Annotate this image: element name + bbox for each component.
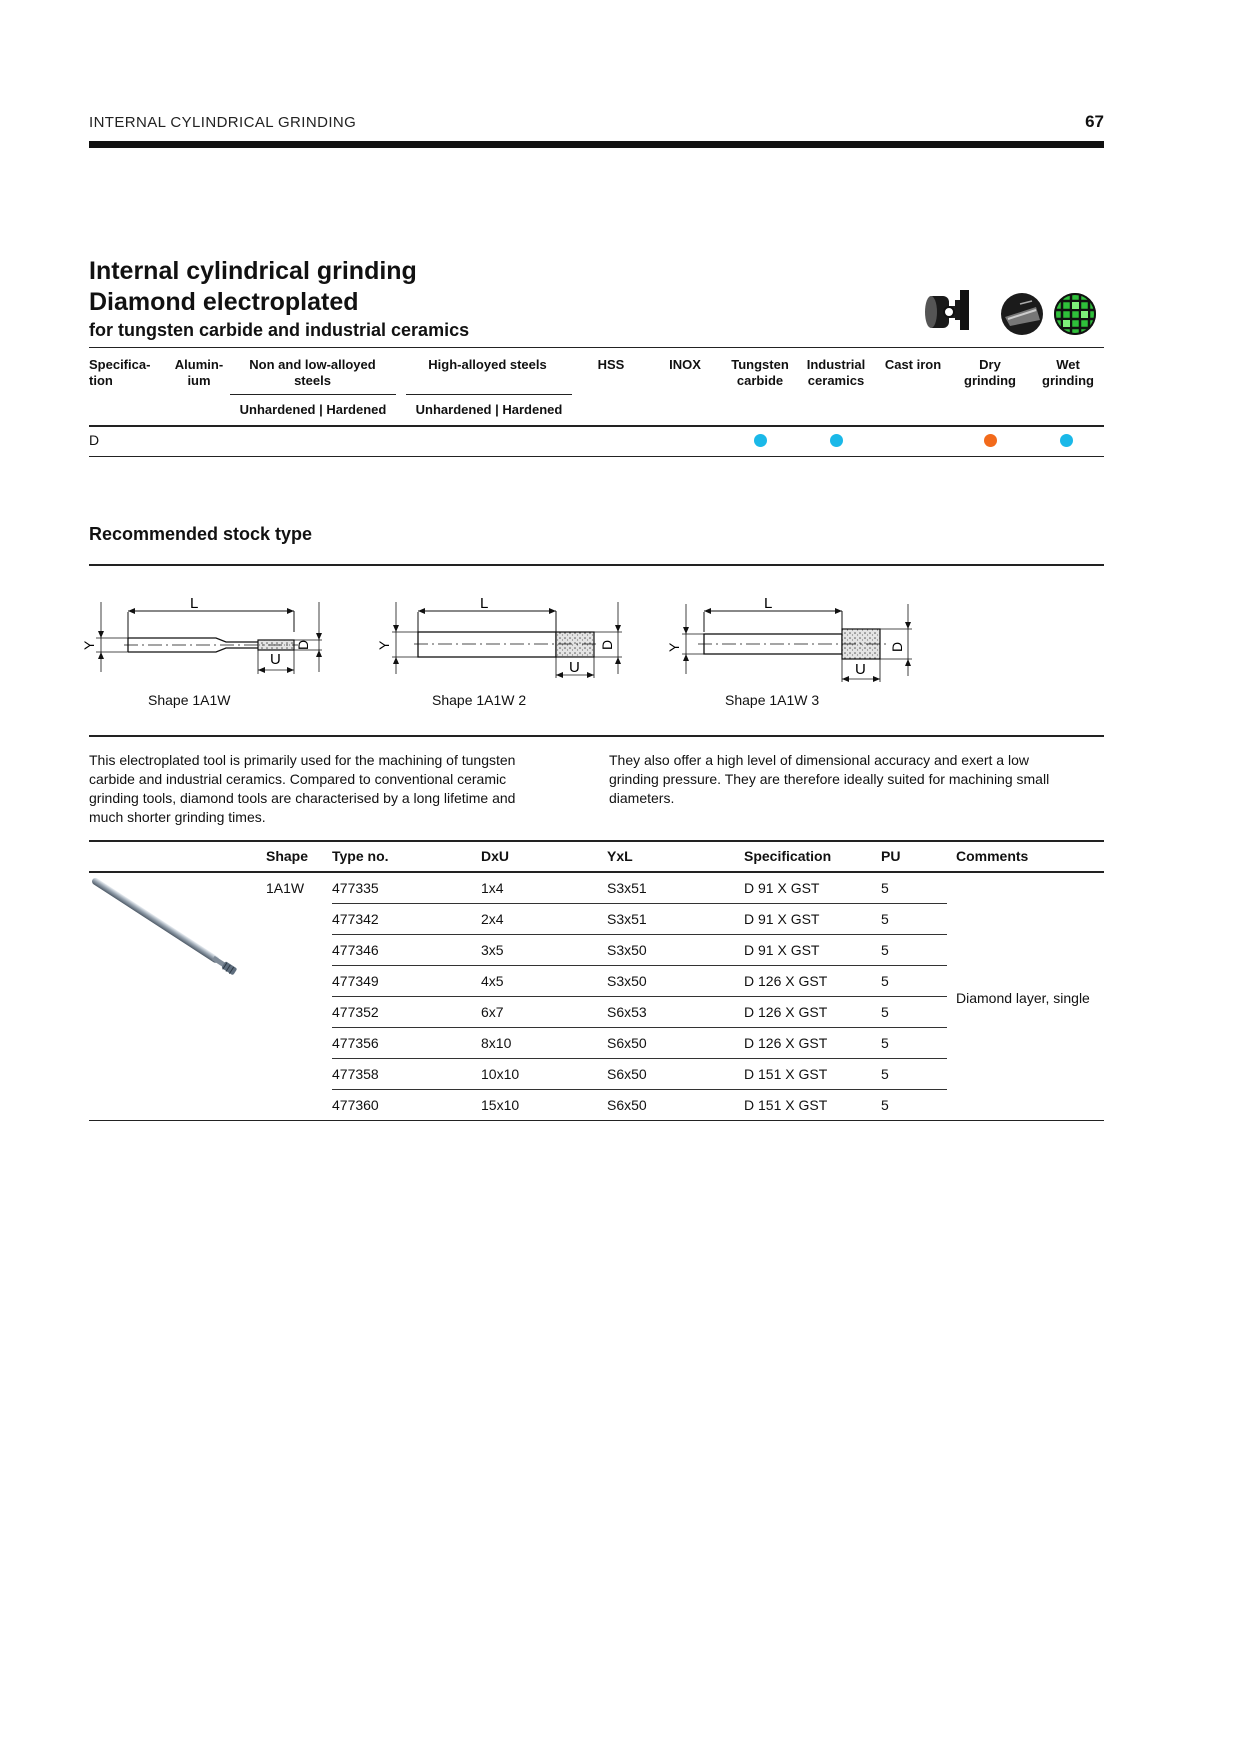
row-divider: [332, 965, 947, 966]
cell-pu: 5: [881, 973, 889, 989]
label-l: L: [190, 595, 199, 612]
cell-spec: D 151 X GST: [744, 1066, 828, 1082]
cell-dxu: 3x5: [481, 942, 504, 958]
product-table-bottom-rule: [89, 1120, 1104, 1121]
header-dry-grinding: Dry grinding: [964, 357, 1016, 388]
svg-text:L: L: [764, 595, 773, 612]
wet-grinding-icon: [1053, 292, 1097, 336]
material-table-mid-rule: [89, 425, 1104, 427]
internal-grinding-tool-icon: [922, 286, 972, 336]
row-divider: [332, 1058, 947, 1059]
cell-spec: D 91 X GST: [744, 880, 820, 896]
label-d: D: [295, 639, 311, 650]
cell-yxl: S3x50: [607, 942, 647, 958]
shape-caption-2: Shape 1A1W 2: [432, 692, 527, 708]
product-table-top-rule: [89, 840, 1104, 842]
cell-pu: 5: [881, 1066, 889, 1082]
svg-text:L: L: [480, 595, 489, 612]
header-non-alloyed-steels: Non and low-alloyed steels: [249, 357, 376, 388]
cell-dxu: 8x10: [481, 1035, 512, 1051]
subheader-high-alloyed: Unhardened | Hardened: [415, 402, 563, 417]
cell-yxl: S6x50: [607, 1097, 647, 1113]
th-pu: PU: [881, 848, 901, 864]
shape-1a1w-diagram: [81, 592, 336, 684]
cell-type-no: 477352: [332, 1004, 379, 1020]
cell-type-no: 477349: [332, 973, 379, 989]
cell-pu: 5: [881, 942, 889, 958]
svg-text:D: D: [889, 641, 905, 652]
row-spec-d: D: [89, 432, 100, 448]
th-comments: Comments: [956, 848, 1029, 864]
running-header: INTERNAL CYLINDRICAL GRINDING: [89, 114, 357, 131]
description-left: This electroplated tool is primarily used for the machining of tungsten carbide and industrial ceramics. Compared to conventional ceramic grinding tools, diamond tools are characterised by a long lifetime and much shorter grinding times.: [89, 752, 516, 825]
header-tungsten-carbide: Tungsten carbide: [731, 357, 789, 388]
th-yxl: YxL: [607, 848, 633, 864]
shape-caption-1: Shape 1A1W: [148, 692, 231, 708]
label-u: U: [270, 651, 281, 668]
cell-type-no: 477335: [332, 880, 379, 896]
suitability-dot-dry: [984, 434, 997, 447]
section-title: Recommended stock type: [89, 524, 313, 544]
cell-yxl: S3x50: [607, 973, 647, 989]
cell-yxl: S6x53: [607, 1004, 647, 1020]
header-inox: INOX: [669, 357, 701, 372]
page-number: 67: [1085, 112, 1104, 131]
header-wet-grinding: Wet grinding: [1042, 357, 1094, 388]
page-title-line2: Diamond electroplated: [89, 288, 359, 316]
shape-caption-3: Shape 1A1W 3: [725, 692, 820, 708]
cell-dxu: 6x7: [481, 1004, 504, 1020]
cell-spec: D 91 X GST: [744, 942, 820, 958]
header-specification: Specifica- tion: [89, 357, 151, 388]
cell-dxu: 1x4: [481, 880, 504, 896]
cell-type-no: 477356: [332, 1035, 379, 1051]
th-shape: Shape: [266, 848, 309, 864]
cell-spec: D 151 X GST: [744, 1097, 828, 1113]
shapes-bottom-rule: [89, 735, 1104, 737]
cell-type-no: 477342: [332, 911, 379, 927]
row-divider: [332, 934, 947, 935]
shape-value: 1A1W: [266, 880, 305, 896]
cell-pu: 5: [881, 1004, 889, 1020]
shape-1a1w3-diagram: [664, 592, 934, 684]
cell-pu: 5: [881, 1097, 889, 1113]
cell-yxl: S3x51: [607, 911, 647, 927]
svg-text:Y: Y: [666, 642, 682, 652]
header-hss: HSS: [597, 357, 625, 372]
header-rule: [89, 141, 1104, 148]
suitability-dot-ceramics: [830, 434, 843, 447]
page-subtitle: for tungsten carbide and industrial ceramics: [89, 320, 470, 340]
cell-type-no: 477358: [332, 1066, 379, 1082]
dry-grinding-icon: [1000, 292, 1044, 336]
svg-text:U: U: [855, 661, 866, 678]
svg-text:D: D: [599, 639, 615, 650]
cell-pu: 5: [881, 880, 889, 896]
material-table-top-rule: [89, 347, 1104, 348]
cell-yxl: S3x51: [607, 880, 647, 896]
suitability-dot-wet: [1060, 434, 1073, 447]
row-divider: [332, 903, 947, 904]
label-y: Y: [81, 640, 97, 650]
comment-value: Diamond layer, single: [956, 990, 1090, 1006]
cell-dxu: 2x4: [481, 911, 504, 927]
page-title: Internal cylindrical grinding: [89, 257, 417, 285]
cell-spec: D 126 X GST: [744, 1035, 828, 1051]
section-rule: [89, 564, 1104, 566]
svg-text:Y: Y: [376, 640, 392, 650]
cell-type-no: 477346: [332, 942, 379, 958]
row-divider: [332, 1089, 947, 1090]
header-aluminium: Alumin- ium: [174, 357, 224, 388]
product-tool-image: [86, 873, 266, 985]
cell-yxl: S6x50: [607, 1035, 647, 1051]
subheader-non-alloyed: Unhardened | Hardened: [239, 402, 387, 417]
material-table-bottom-rule: [89, 456, 1104, 457]
cell-spec: D 126 X GST: [744, 973, 828, 989]
cell-dxu: 15x10: [481, 1097, 520, 1113]
th-specification: Specification: [744, 848, 832, 864]
cell-type-no: 477360: [332, 1097, 379, 1113]
cell-pu: 5: [881, 911, 889, 927]
cell-pu: 5: [881, 1035, 889, 1051]
cell-yxl: S6x50: [607, 1066, 647, 1082]
non-alloyed-subrule: [230, 394, 396, 395]
cell-dxu: 10x10: [481, 1066, 520, 1082]
svg-text:U: U: [569, 659, 580, 676]
suitability-dot-tungsten: [754, 434, 767, 447]
cell-spec: D 91 X GST: [744, 911, 820, 927]
cell-spec: D 126 X GST: [744, 1004, 828, 1020]
description-right: They also offer a high level of dimensional accuracy and exert a low grinding pressure. They are therefore ideally suited for machining small diameters.: [609, 752, 1050, 806]
th-type-no: Type no.: [332, 848, 389, 864]
row-divider: [332, 996, 947, 997]
shape-1a1w2-diagram: [374, 592, 634, 684]
header-industrial-ceramics: Industrial ceramics: [806, 357, 866, 388]
row-divider: [332, 1027, 947, 1028]
header-cast-iron: Cast iron: [884, 357, 942, 372]
cell-dxu: 4x5: [481, 973, 504, 989]
th-dxu: DxU: [481, 848, 510, 864]
high-alloyed-subrule: [406, 394, 572, 395]
header-high-alloyed-steels: High-alloyed steels: [428, 357, 547, 372]
